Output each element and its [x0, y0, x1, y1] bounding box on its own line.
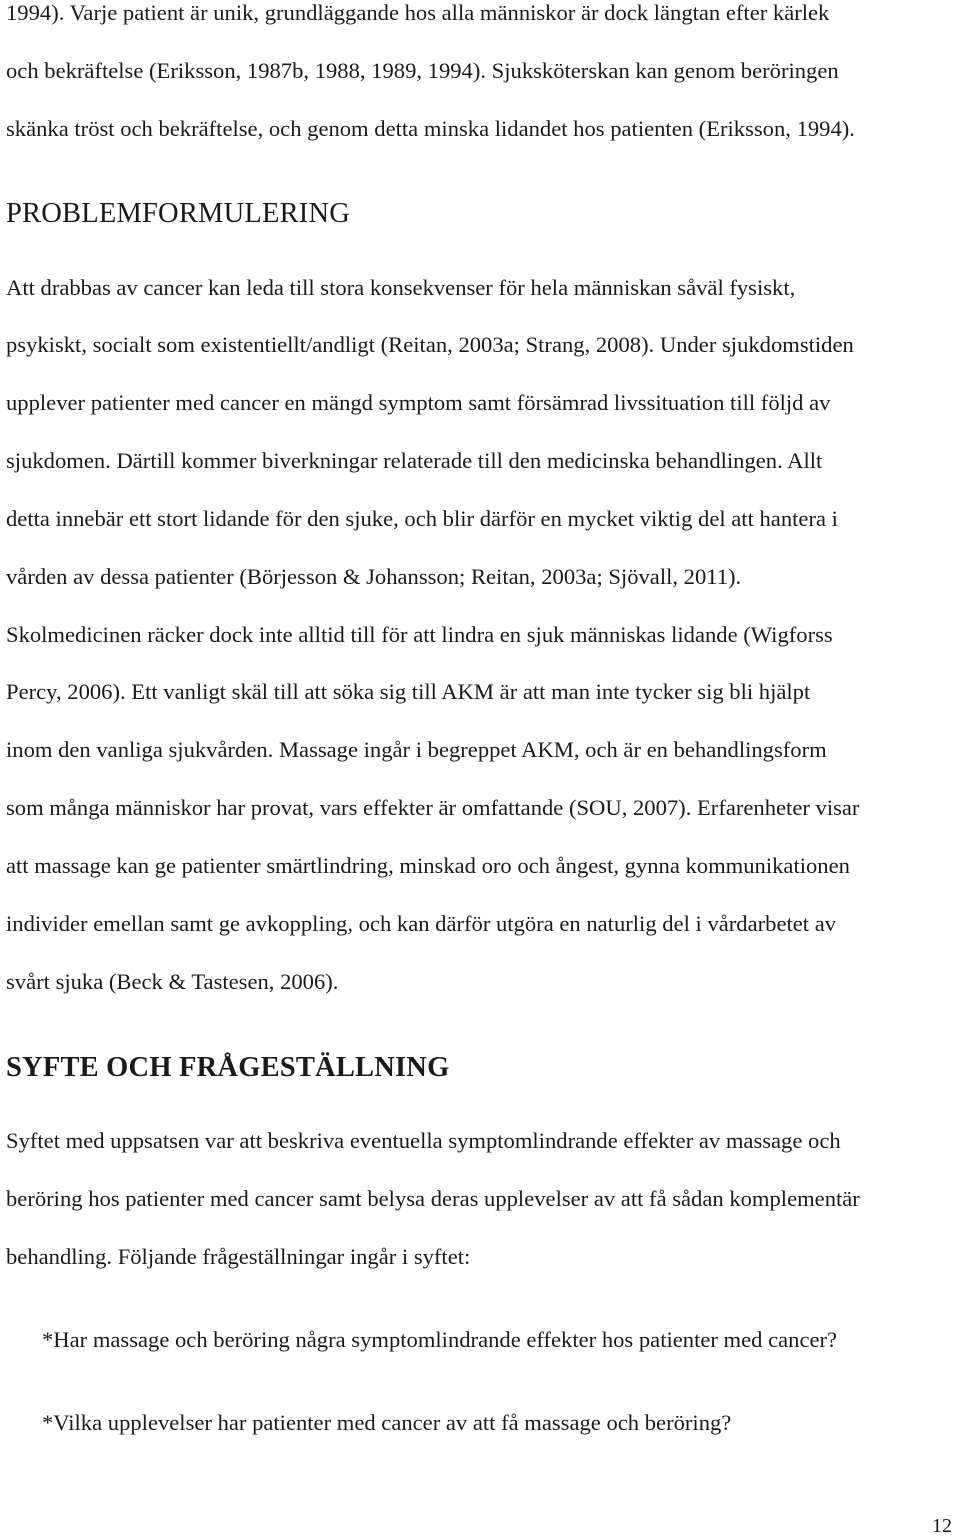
intro-line-1: 1994). Varje patient är unik, grundläggande hos alla människor är dock längtan efter kärlek: [6, 0, 830, 25]
paragraph-line: som många människor har provat, vars effekter är omfattande (SOU, 2007). Erfarenheter visar: [6, 795, 860, 820]
paragraph-line: Att drabbas av cancer kan leda till stora konsekvenser för hela människan såväl fysiskt,: [6, 275, 796, 300]
paragraph-line: psykiskt, socialt som existentiellt/andligt (Reitan, 2003a; Strang, 2008). Under sjukdomstiden: [6, 332, 854, 357]
intro-line-2: och bekräftelse (Eriksson, 1987b, 1988, 1989, 1994). Sjuksköterskan kan genom beröringen: [6, 58, 839, 83]
paragraph-line: upplever patienter med cancer en mängd symptom samt försämrad livssituation till följd av: [6, 390, 831, 415]
paragraph-line: inom den vanliga sjukvården. Massage ingår i begreppet AKM, och är en behandlingsform: [6, 737, 827, 762]
paragraph-line: vården av dessa patienter (Börjesson & Johansson; Reitan, 2003a; Sjövall, 2011).: [6, 564, 742, 589]
research-question-1: *Har massage och beröring några symptomlindrande effekter hos patienter med cancer?: [42, 1327, 838, 1352]
paragraph-line: Syftet med uppsatsen var att beskriva eventuella symptomlindrande effekter av massage och: [6, 1128, 841, 1153]
paragraph-line: sjukdomen. Därtill kommer biverkningar relaterade till den medicinska behandlingen. Allt: [6, 448, 823, 473]
paragraph-line: individer emellan samt ge avkoppling, och kan därför utgöra en naturlig del i vårdarbetet av: [6, 911, 837, 936]
page-number: 12: [932, 1515, 952, 1537]
paragraph-line: Percy, 2006). Ett vanligt skäl till att söka sig till AKM är att man inte tycker sig bli hjälpt: [6, 679, 811, 704]
section-heading-problemformulering: PROBLEMFORMULERING: [6, 198, 351, 229]
paragraph-line: detta innebär ett stort lidande för den sjuke, och blir därför en mycket viktig del att hantera i: [6, 506, 838, 531]
paragraph-line: behandling. Följande frågeställningar ingår i syftet:: [6, 1244, 471, 1269]
paragraph-line: Skolmedicinen räcker dock inte alltid till för att lindra en sjuk människas lidande (Wigforss: [6, 622, 833, 647]
section-heading-syfte: SYFTE OCH FRÅGESTÄLLNING: [6, 1052, 450, 1083]
paragraph-line: att massage kan ge patienter smärtlindring, minskad oro och ångest, gynna kommunikationen: [6, 853, 850, 878]
paragraph-line: beröring hos patienter med cancer samt belysa deras upplevelser av att få sådan komplementär: [6, 1186, 860, 1211]
intro-line-3: skänka tröst och bekräftelse, och genom detta minska lidandet hos patienten (Eriksson, 1994).: [6, 116, 855, 141]
paragraph-line: svårt sjuka (Beck & Tastesen, 2006).: [6, 969, 339, 994]
research-question-2: *Vilka upplevelser har patienter med cancer av att få massage och beröring?: [42, 1410, 732, 1435]
